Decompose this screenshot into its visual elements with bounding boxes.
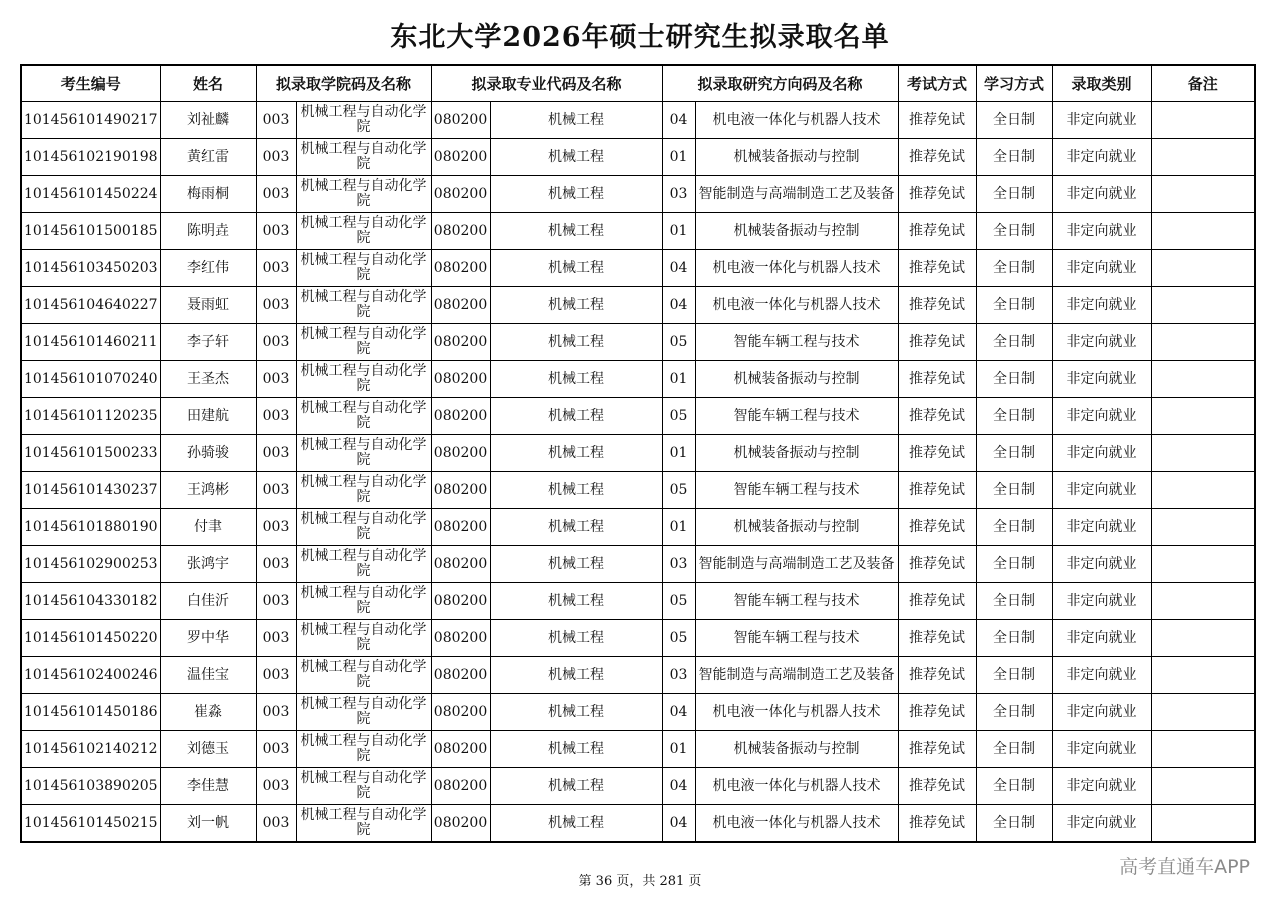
cell-major-name: 机械工程 (490, 583, 662, 620)
cell-direction-code: 05 (662, 324, 695, 361)
cell-college-name: 机械工程与自动化学院 (296, 213, 431, 250)
cell-name: 孙骑骏 (160, 435, 256, 472)
cell-exam-type: 推荐免试 (898, 805, 976, 843)
cell-admission-category: 非定向就业 (1052, 102, 1151, 139)
cell-direction-code: 05 (662, 583, 695, 620)
cell-direction-code: 04 (662, 287, 695, 324)
cell-remark (1151, 139, 1255, 176)
cell-exam-type: 推荐免试 (898, 435, 976, 472)
cell-college-code: 003 (256, 324, 296, 361)
cell-direction-code: 05 (662, 398, 695, 435)
cell-name: 罗中华 (160, 620, 256, 657)
cell-direction-name: 智能制造与高端制造工艺及装备 (695, 546, 898, 583)
cell-major-code: 080200 (431, 398, 490, 435)
cell-candidate-id: 101456104330182 (21, 583, 160, 620)
cell-candidate-id: 101456104640227 (21, 287, 160, 324)
table-row (21, 398, 1255, 435)
cell-exam-type: 推荐免试 (898, 583, 976, 620)
header-candidate-id: 考生编号 (21, 65, 160, 102)
table-row (21, 213, 1255, 250)
cell-admission-category: 非定向就业 (1052, 509, 1151, 546)
cell-candidate-id: 101456101450224 (21, 176, 160, 213)
cell-name: 白佳沂 (160, 583, 256, 620)
cell-remark (1151, 768, 1255, 805)
cell-candidate-id: 101456101070240 (21, 361, 160, 398)
cell-college-code: 003 (256, 472, 296, 509)
cell-remark (1151, 657, 1255, 694)
cell-remark (1151, 620, 1255, 657)
cell-admission-category: 非定向就业 (1052, 361, 1151, 398)
cell-major-name: 机械工程 (490, 361, 662, 398)
cell-admission-category: 非定向就业 (1052, 546, 1151, 583)
cell-college-name: 机械工程与自动化学院 (296, 139, 431, 176)
header-name: 姓名 (160, 65, 256, 102)
cell-study-mode: 全日制 (976, 583, 1052, 620)
cell-exam-type: 推荐免试 (898, 250, 976, 287)
cell-remark (1151, 694, 1255, 731)
cell-college-name: 机械工程与自动化学院 (296, 620, 431, 657)
cell-major-name: 机械工程 (490, 546, 662, 583)
cell-name: 刘祉麟 (160, 102, 256, 139)
table-row (21, 287, 1255, 324)
cell-direction-name: 机电液一体化与机器人技术 (695, 102, 898, 139)
cell-college-code: 003 (256, 176, 296, 213)
header-exam-type: 考试方式 (898, 65, 976, 102)
cell-major-code: 080200 (431, 472, 490, 509)
cell-direction-name: 机电液一体化与机器人技术 (695, 805, 898, 843)
header-admission-category: 录取类别 (1052, 65, 1151, 102)
cell-major-name: 机械工程 (490, 139, 662, 176)
table-row (21, 324, 1255, 361)
table-row (21, 102, 1255, 139)
cell-candidate-id: 101456101500185 (21, 213, 160, 250)
cell-college-name: 机械工程与自动化学院 (296, 768, 431, 805)
cell-direction-name: 智能车辆工程与技术 (695, 324, 898, 361)
table-row (21, 546, 1255, 583)
cell-candidate-id: 101456101450186 (21, 694, 160, 731)
cell-admission-category: 非定向就业 (1052, 731, 1151, 768)
cell-college-code: 003 (256, 620, 296, 657)
cell-major-name: 机械工程 (490, 768, 662, 805)
cell-name: 梅雨桐 (160, 176, 256, 213)
cell-candidate-id: 101456102400246 (21, 657, 160, 694)
cell-college-name: 机械工程与自动化学院 (296, 472, 431, 509)
cell-direction-name: 智能车辆工程与技术 (695, 398, 898, 435)
header-study-mode: 学习方式 (976, 65, 1052, 102)
cell-candidate-id: 101456101430237 (21, 472, 160, 509)
cell-major-code: 080200 (431, 509, 490, 546)
cell-exam-type: 推荐免试 (898, 324, 976, 361)
cell-candidate-id: 101456101450220 (21, 620, 160, 657)
cell-major-code: 080200 (431, 768, 490, 805)
cell-remark (1151, 176, 1255, 213)
cell-major-code: 080200 (431, 657, 490, 694)
cell-major-name: 机械工程 (490, 620, 662, 657)
cell-candidate-id: 101456102900253 (21, 546, 160, 583)
cell-direction-code: 01 (662, 139, 695, 176)
cell-college-code: 003 (256, 805, 296, 843)
table-row (21, 731, 1255, 768)
cell-admission-category: 非定向就业 (1052, 694, 1151, 731)
cell-name: 付聿 (160, 509, 256, 546)
cell-direction-name: 机械装备振动与控制 (695, 509, 898, 546)
cell-admission-category: 非定向就业 (1052, 324, 1151, 361)
cell-admission-category: 非定向就业 (1052, 287, 1151, 324)
table-row (21, 250, 1255, 287)
cell-major-name: 机械工程 (490, 472, 662, 509)
cell-study-mode: 全日制 (976, 213, 1052, 250)
cell-study-mode: 全日制 (976, 287, 1052, 324)
cell-direction-code: 01 (662, 509, 695, 546)
cell-college-code: 003 (256, 361, 296, 398)
cell-college-name: 机械工程与自动化学院 (296, 731, 431, 768)
cell-admission-category: 非定向就业 (1052, 472, 1151, 509)
cell-study-mode: 全日制 (976, 509, 1052, 546)
cell-major-name: 机械工程 (490, 102, 662, 139)
cell-major-name: 机械工程 (490, 805, 662, 843)
cell-candidate-id: 101456101450215 (21, 805, 160, 843)
cell-candidate-id: 101456101500233 (21, 435, 160, 472)
cell-major-name: 机械工程 (490, 657, 662, 694)
cell-study-mode: 全日制 (976, 768, 1052, 805)
cell-college-name: 机械工程与自动化学院 (296, 176, 431, 213)
cell-college-code: 003 (256, 435, 296, 472)
cell-direction-name: 机械装备振动与控制 (695, 731, 898, 768)
cell-study-mode: 全日制 (976, 176, 1052, 213)
cell-college-code: 003 (256, 102, 296, 139)
cell-direction-name: 机电液一体化与机器人技术 (695, 768, 898, 805)
cell-direction-code: 04 (662, 805, 695, 843)
cell-study-mode: 全日制 (976, 435, 1052, 472)
admission-table (20, 64, 1256, 843)
cell-college-code: 003 (256, 213, 296, 250)
cell-direction-code: 03 (662, 546, 695, 583)
cell-major-code: 080200 (431, 546, 490, 583)
cell-major-name: 机械工程 (490, 398, 662, 435)
cell-candidate-id: 101456101120235 (21, 398, 160, 435)
table-header-row (21, 65, 1255, 102)
cell-admission-category: 非定向就业 (1052, 213, 1151, 250)
cell-exam-type: 推荐免试 (898, 398, 976, 435)
cell-direction-name: 机械装备振动与控制 (695, 361, 898, 398)
cell-remark (1151, 398, 1255, 435)
cell-exam-type: 推荐免试 (898, 472, 976, 509)
cell-study-mode: 全日制 (976, 805, 1052, 843)
cell-exam-type: 推荐免试 (898, 102, 976, 139)
cell-major-name: 机械工程 (490, 287, 662, 324)
cell-name: 刘一帆 (160, 805, 256, 843)
cell-remark (1151, 731, 1255, 768)
cell-college-code: 003 (256, 657, 296, 694)
table-row (21, 805, 1255, 843)
cell-admission-category: 非定向就业 (1052, 805, 1151, 843)
cell-name: 李红伟 (160, 250, 256, 287)
cell-candidate-id: 101456102190198 (21, 139, 160, 176)
table-row (21, 139, 1255, 176)
cell-college-name: 机械工程与自动化学院 (296, 509, 431, 546)
table-row (21, 768, 1255, 805)
cell-college-name: 机械工程与自动化学院 (296, 694, 431, 731)
cell-name: 黄红雷 (160, 139, 256, 176)
table-row (21, 620, 1255, 657)
cell-study-mode: 全日制 (976, 472, 1052, 509)
cell-direction-name: 智能制造与高端制造工艺及装备 (695, 176, 898, 213)
table-row (21, 361, 1255, 398)
cell-college-code: 003 (256, 583, 296, 620)
cell-candidate-id: 101456101460211 (21, 324, 160, 361)
cell-college-name: 机械工程与自动化学院 (296, 435, 431, 472)
cell-candidate-id: 101456103450203 (21, 250, 160, 287)
cell-major-code: 080200 (431, 250, 490, 287)
cell-college-name: 机械工程与自动化学院 (296, 250, 431, 287)
cell-direction-name: 机械装备振动与控制 (695, 139, 898, 176)
cell-name: 王圣杰 (160, 361, 256, 398)
header-remark: 备注 (1151, 65, 1255, 102)
cell-direction-code: 01 (662, 213, 695, 250)
cell-direction-name: 机电液一体化与机器人技术 (695, 287, 898, 324)
cell-study-mode: 全日制 (976, 731, 1052, 768)
cell-major-code: 080200 (431, 620, 490, 657)
cell-direction-code: 03 (662, 176, 695, 213)
cell-exam-type: 推荐免试 (898, 176, 976, 213)
cell-major-name: 机械工程 (490, 213, 662, 250)
cell-exam-type: 推荐免试 (898, 620, 976, 657)
cell-exam-type: 推荐免试 (898, 731, 976, 768)
cell-major-name: 机械工程 (490, 731, 662, 768)
cell-admission-category: 非定向就业 (1052, 583, 1151, 620)
cell-direction-name: 智能制造与高端制造工艺及装备 (695, 657, 898, 694)
cell-direction-code: 04 (662, 102, 695, 139)
cell-name: 田建航 (160, 398, 256, 435)
cell-admission-category: 非定向就业 (1052, 435, 1151, 472)
cell-exam-type: 推荐免试 (898, 287, 976, 324)
cell-direction-name: 智能车辆工程与技术 (695, 620, 898, 657)
cell-name: 李佳慧 (160, 768, 256, 805)
cell-major-code: 080200 (431, 583, 490, 620)
cell-name: 崔淼 (160, 694, 256, 731)
cell-direction-name: 智能车辆工程与技术 (695, 583, 898, 620)
cell-admission-category: 非定向就业 (1052, 139, 1151, 176)
cell-candidate-id: 101456101490217 (21, 102, 160, 139)
cell-exam-type: 推荐免试 (898, 509, 976, 546)
cell-study-mode: 全日制 (976, 657, 1052, 694)
cell-major-code: 080200 (431, 287, 490, 324)
cell-college-name: 机械工程与自动化学院 (296, 546, 431, 583)
cell-major-code: 080200 (431, 176, 490, 213)
header-college: 拟录取学院码及名称 (256, 65, 431, 102)
table-body (21, 102, 1255, 843)
cell-college-code: 003 (256, 546, 296, 583)
cell-remark (1151, 324, 1255, 361)
cell-major-name: 机械工程 (490, 509, 662, 546)
cell-admission-category: 非定向就业 (1052, 176, 1151, 213)
cell-direction-code: 01 (662, 361, 695, 398)
cell-direction-code: 01 (662, 731, 695, 768)
cell-remark (1151, 213, 1255, 250)
cell-direction-code: 04 (662, 768, 695, 805)
cell-major-code: 080200 (431, 731, 490, 768)
cell-major-code: 080200 (431, 139, 490, 176)
cell-major-code: 080200 (431, 694, 490, 731)
cell-admission-category: 非定向就业 (1052, 398, 1151, 435)
table-row (21, 694, 1255, 731)
page-number: 第 36 页，共 281 页 (578, 874, 702, 889)
cell-college-name: 机械工程与自动化学院 (296, 657, 431, 694)
cell-remark (1151, 509, 1255, 546)
cell-admission-category: 非定向就业 (1052, 250, 1151, 287)
table-row (21, 176, 1255, 213)
cell-direction-code: 04 (662, 250, 695, 287)
page-title: 东北大学2026年硕士研究生拟录取名单 (390, 22, 890, 53)
cell-direction-name: 机械装备振动与控制 (695, 435, 898, 472)
cell-major-name: 机械工程 (490, 435, 662, 472)
cell-remark (1151, 546, 1255, 583)
cell-major-code: 080200 (431, 102, 490, 139)
cell-major-code: 080200 (431, 435, 490, 472)
cell-college-code: 003 (256, 287, 296, 324)
cell-college-code: 003 (256, 694, 296, 731)
cell-remark (1151, 435, 1255, 472)
cell-study-mode: 全日制 (976, 324, 1052, 361)
cell-study-mode: 全日制 (976, 398, 1052, 435)
cell-study-mode: 全日制 (976, 546, 1052, 583)
cell-admission-category: 非定向就业 (1052, 768, 1151, 805)
cell-study-mode: 全日制 (976, 620, 1052, 657)
cell-exam-type: 推荐免试 (898, 546, 976, 583)
cell-study-mode: 全日制 (976, 694, 1052, 731)
cell-name: 陈明垚 (160, 213, 256, 250)
cell-college-code: 003 (256, 731, 296, 768)
cell-remark (1151, 805, 1255, 843)
cell-remark (1151, 287, 1255, 324)
cell-direction-name: 机械装备振动与控制 (695, 213, 898, 250)
cell-college-name: 机械工程与自动化学院 (296, 805, 431, 843)
cell-major-name: 机械工程 (490, 250, 662, 287)
cell-exam-type: 推荐免试 (898, 213, 976, 250)
cell-study-mode: 全日制 (976, 250, 1052, 287)
cell-major-name: 机械工程 (490, 694, 662, 731)
cell-remark (1151, 472, 1255, 509)
cell-name: 刘德玉 (160, 731, 256, 768)
cell-college-code: 003 (256, 768, 296, 805)
cell-college-name: 机械工程与自动化学院 (296, 398, 431, 435)
cell-study-mode: 全日制 (976, 361, 1052, 398)
cell-college-code: 003 (256, 250, 296, 287)
table-row (21, 472, 1255, 509)
cell-exam-type: 推荐免试 (898, 361, 976, 398)
cell-major-name: 机械工程 (490, 324, 662, 361)
cell-college-code: 003 (256, 139, 296, 176)
cell-direction-name: 机电液一体化与机器人技术 (695, 250, 898, 287)
cell-major-code: 080200 (431, 213, 490, 250)
header-major: 拟录取专业代码及名称 (431, 65, 662, 102)
cell-name: 温佳宝 (160, 657, 256, 694)
header-direction: 拟录取研究方向码及名称 (662, 65, 898, 102)
cell-study-mode: 全日制 (976, 139, 1052, 176)
cell-name: 李子轩 (160, 324, 256, 361)
table-row (21, 509, 1255, 546)
cell-direction-name: 机电液一体化与机器人技术 (695, 694, 898, 731)
cell-admission-category: 非定向就业 (1052, 657, 1151, 694)
cell-college-name: 机械工程与自动化学院 (296, 361, 431, 398)
cell-exam-type: 推荐免试 (898, 694, 976, 731)
cell-admission-category: 非定向就业 (1052, 620, 1151, 657)
cell-direction-code: 01 (662, 435, 695, 472)
cell-college-code: 003 (256, 398, 296, 435)
cell-major-name: 机械工程 (490, 176, 662, 213)
cell-college-name: 机械工程与自动化学院 (296, 287, 431, 324)
cell-major-code: 080200 (431, 361, 490, 398)
cell-direction-code: 04 (662, 694, 695, 731)
cell-exam-type: 推荐免试 (898, 657, 976, 694)
cell-remark (1151, 250, 1255, 287)
cell-remark (1151, 583, 1255, 620)
cell-candidate-id: 101456102140212 (21, 731, 160, 768)
cell-name: 王鸿彬 (160, 472, 256, 509)
table-row (21, 657, 1255, 694)
cell-major-code: 080200 (431, 805, 490, 843)
cell-remark (1151, 361, 1255, 398)
table-row (21, 583, 1255, 620)
cell-study-mode: 全日制 (976, 102, 1052, 139)
watermark: 高考直通车APP (1119, 856, 1250, 878)
cell-direction-name: 智能车辆工程与技术 (695, 472, 898, 509)
cell-exam-type: 推荐免试 (898, 139, 976, 176)
table-row (21, 435, 1255, 472)
cell-candidate-id: 101456101880190 (21, 509, 160, 546)
cell-exam-type: 推荐免试 (898, 768, 976, 805)
cell-candidate-id: 101456103890205 (21, 768, 160, 805)
cell-name: 张鸿宇 (160, 546, 256, 583)
cell-remark (1151, 102, 1255, 139)
cell-college-code: 003 (256, 509, 296, 546)
cell-college-name: 机械工程与自动化学院 (296, 324, 431, 361)
cell-direction-code: 03 (662, 657, 695, 694)
cell-college-name: 机械工程与自动化学院 (296, 583, 431, 620)
cell-college-name: 机械工程与自动化学院 (296, 102, 431, 139)
cell-major-code: 080200 (431, 324, 490, 361)
cell-direction-code: 05 (662, 472, 695, 509)
cell-name: 聂雨虹 (160, 287, 256, 324)
cell-direction-code: 05 (662, 620, 695, 657)
